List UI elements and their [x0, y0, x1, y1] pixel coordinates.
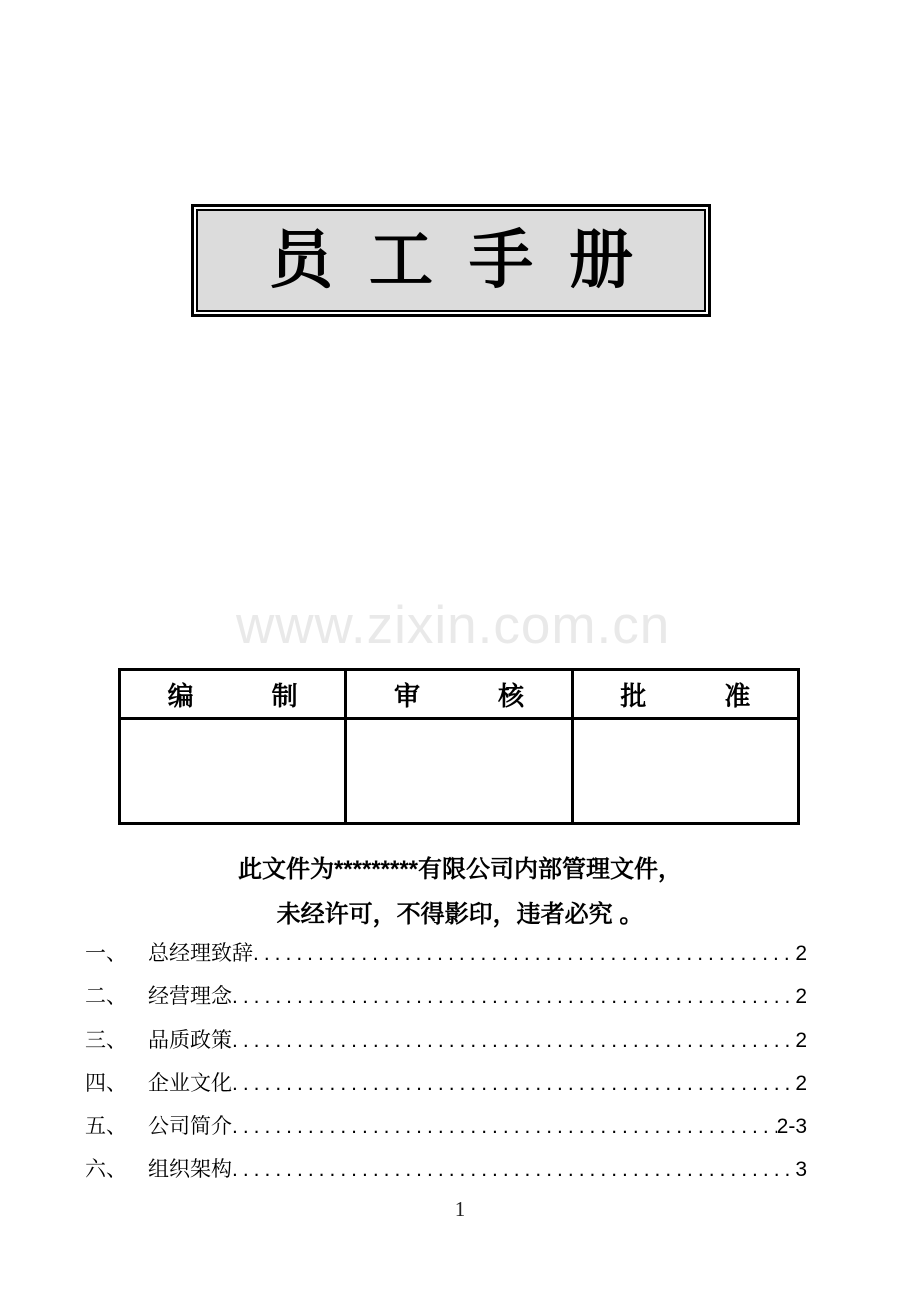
toc-dot-leader	[253, 942, 795, 966]
approval-signature-row	[120, 719, 799, 824]
approval-cell-bianzhi-empty	[120, 719, 346, 824]
toc-item-title: 组织架构	[148, 1158, 232, 1182]
notice-line-1: 此文件为*********有限公司内部管理文件，	[237, 856, 683, 883]
approval-header-shenhe-pair	[347, 676, 570, 713]
toc-dot-leader	[232, 1029, 795, 1053]
watermark-text: www.zixin.com.cn	[236, 596, 671, 655]
approval-header-pizhun-pair	[574, 676, 797, 713]
toc-item-page: 2	[795, 1028, 807, 1052]
toc-item-page: 2-3	[776, 1115, 807, 1139]
approval-header-row	[120, 670, 799, 719]
approval-header-shenhe	[346, 670, 572, 719]
toc-dot-leader	[232, 985, 795, 1009]
approval-cell-shenhe-empty	[346, 719, 572, 824]
toc-item-6	[85, 1153, 807, 1196]
toc-item-page: 2	[795, 942, 807, 965]
toc-item-5	[85, 1110, 807, 1153]
toc-item-page: 2	[795, 985, 807, 1009]
notice-line-2: 未经许可，不得影印，违者必究 。	[276, 901, 644, 928]
toc-item-number: 二、	[85, 985, 127, 1009]
approval-header-char: 审	[393, 681, 420, 711]
document-title: 员 工 手 册	[269, 224, 643, 296]
toc-item-page: 3	[795, 1158, 807, 1182]
toc-item-page: 2	[795, 1071, 807, 1095]
table-of-contents	[85, 937, 807, 1197]
title-box	[191, 204, 711, 317]
toc-item-title: 品质政策	[148, 1028, 232, 1052]
footer-page-number: 1	[454, 1197, 466, 1221]
toc-item-number: 四、	[85, 1071, 127, 1095]
approval-header-char: 编	[167, 681, 194, 711]
approval-header-char: 批	[620, 681, 647, 711]
toc-item-title: 公司简介	[148, 1115, 232, 1139]
confidentiality-notice	[0, 847, 920, 937]
toc-dot-leader	[232, 1158, 795, 1182]
toc-item-title: 总经理致辞	[148, 942, 253, 965]
toc-item-2	[85, 980, 807, 1023]
approval-header-bianzhi-pair	[121, 676, 344, 713]
approval-header-char: 准	[724, 681, 751, 711]
approval-header-bianzhi	[120, 670, 346, 719]
toc-item-3	[85, 1024, 807, 1067]
toc-item-title: 企业文化	[148, 1071, 232, 1095]
toc-dot-leader	[232, 1072, 795, 1096]
approval-header-char: 核	[497, 681, 524, 711]
toc-item-number: 五、	[85, 1115, 127, 1139]
toc-item-1	[85, 937, 807, 980]
toc-item-number: 三、	[85, 1028, 127, 1052]
approval-cell-pizhun-empty	[572, 719, 798, 824]
toc-dot-leader	[232, 1115, 777, 1139]
toc-item-4	[85, 1067, 807, 1110]
toc-item-number: 一、	[85, 942, 127, 965]
toc-item-number: 六、	[85, 1158, 127, 1182]
approval-table	[118, 668, 800, 825]
approval-header-pizhun	[572, 670, 798, 719]
title-box-inner	[196, 209, 706, 312]
approval-header-char: 制	[271, 681, 298, 711]
toc-item-title: 经营理念	[148, 985, 232, 1009]
